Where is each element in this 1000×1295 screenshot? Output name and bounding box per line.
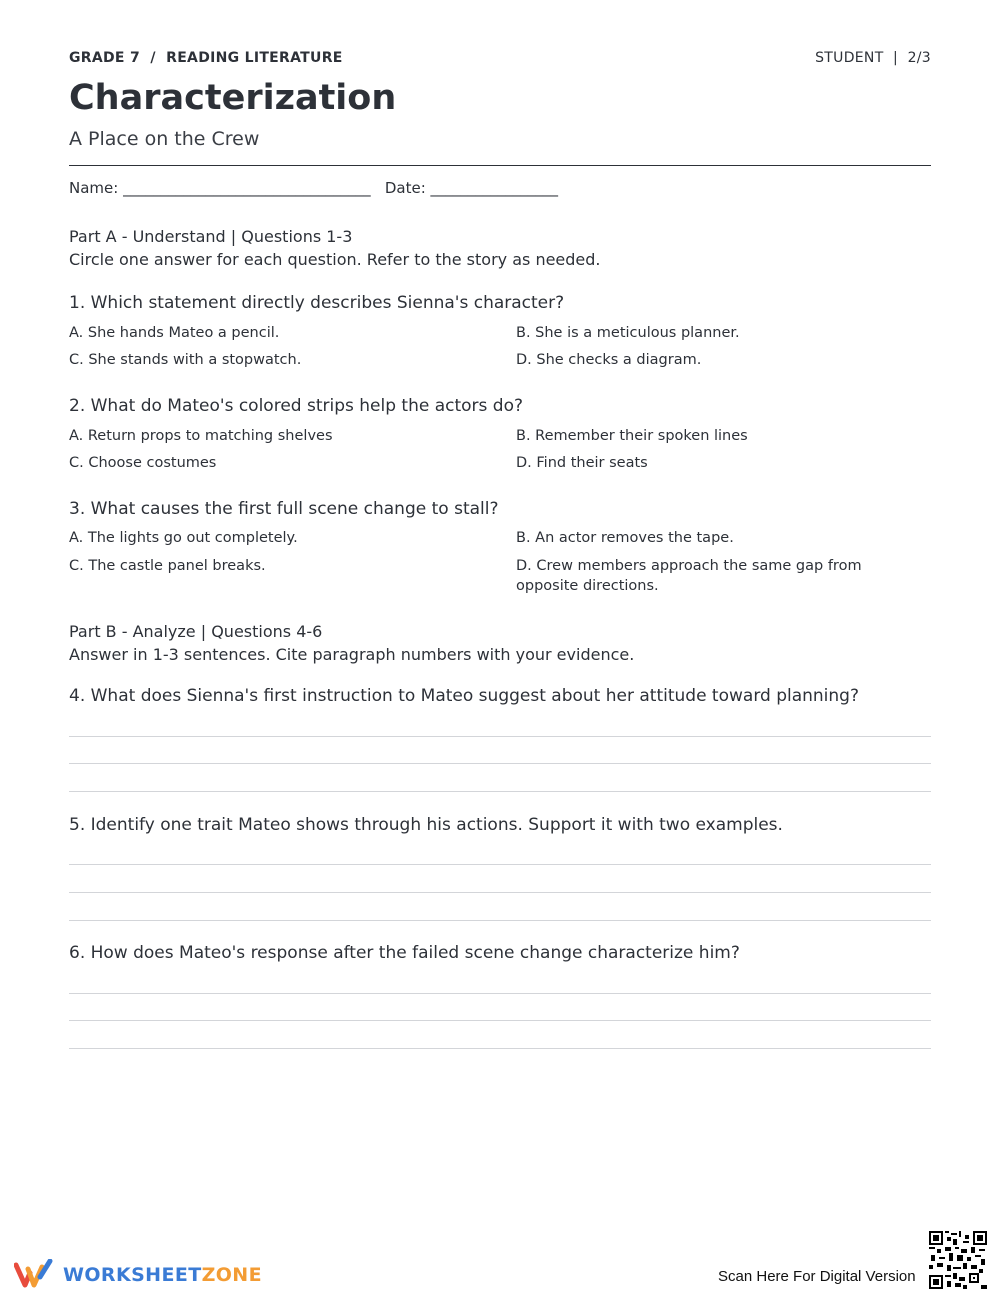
- page-title: Characterization: [69, 78, 397, 118]
- brand-logo: [14, 1259, 262, 1291]
- q1-option-b[interactable]: B. She is a meticulous planner.: [516, 325, 740, 341]
- header-divider: [69, 165, 931, 166]
- scan-caption: Scan Here For Digital Version: [718, 1268, 916, 1285]
- question-2: 2. What do Mateo's colored strips help the actors do?: [69, 396, 524, 416]
- answer-line[interactable]: [69, 791, 931, 792]
- question-1: 1. Which statement directly describes Sienna's character?: [69, 293, 565, 313]
- q1-option-c[interactable]: C. She stands with a stopwatch.: [69, 352, 302, 368]
- q2-option-c[interactable]: C. Choose costumes: [69, 455, 217, 471]
- answer-line[interactable]: [69, 736, 931, 737]
- q3-option-b[interactable]: B. An actor removes the tape.: [516, 530, 734, 546]
- page-subtitle: A Place on the Crew: [69, 128, 260, 150]
- answer-line[interactable]: [69, 1048, 931, 1049]
- question-5: 5. Identify one trait Mateo shows through his actions. Support it with two examples.: [69, 815, 783, 835]
- part-b-instructions: Answer in 1-3 sentences. Cite paragraph numbers with your evidence.: [69, 645, 635, 664]
- q1-option-d[interactable]: D. She checks a diagram.: [516, 352, 702, 368]
- logo-wordmark: [63, 1264, 262, 1286]
- qr-code-icon[interactable]: [929, 1231, 987, 1289]
- question-3: 3. What causes the first full scene change to stall?: [69, 499, 499, 519]
- q2-option-a[interactable]: A. Return props to matching shelves: [69, 428, 333, 444]
- header-bar: [69, 50, 931, 70]
- part-a-instructions: Circle one answer for each question. Refer to the story as needed.: [69, 250, 601, 269]
- part-b-heading: Part B - Analyze | Questions 4-6: [69, 622, 323, 641]
- q2-option-d[interactable]: D. Find their seats: [516, 455, 648, 471]
- logo-word-part2: ZONE: [201, 1264, 262, 1286]
- question-4: 4. What does Sienna's first instruction to Mateo suggest about her attitude toward planning?: [69, 686, 859, 706]
- answer-line[interactable]: [69, 864, 931, 865]
- logo-word-part1: WORKSHEET: [63, 1264, 202, 1286]
- part-a-heading: Part A - Understand | Questions 1-3: [69, 227, 353, 246]
- answer-line[interactable]: [69, 763, 931, 764]
- answer-line[interactable]: [69, 892, 931, 893]
- q1-option-a[interactable]: A. She hands Mateo a pencil.: [69, 325, 280, 341]
- q3-option-c[interactable]: C. The castle panel breaks.: [69, 558, 266, 574]
- page-info: STUDENT | 2/3: [815, 50, 931, 66]
- answer-line[interactable]: [69, 920, 931, 921]
- q3-option-a[interactable]: A. The lights go out completely.: [69, 530, 298, 546]
- answer-line[interactable]: [69, 993, 931, 994]
- answer-line[interactable]: [69, 1020, 931, 1021]
- q3-option-d[interactable]: D. Crew members approach the same gap from opposite directions.: [516, 558, 862, 594]
- name-date-row: Name: _________________________________ Date: _________________: [69, 179, 559, 197]
- question-6: 6. How does Mateo's response after the failed scene change characterize him?: [69, 943, 740, 963]
- q2-option-b[interactable]: B. Remember their spoken lines: [516, 428, 748, 444]
- logo-mark-icon: [14, 1259, 56, 1289]
- breadcrumb: GRADE 7 / READING LITERATURE: [69, 50, 343, 66]
